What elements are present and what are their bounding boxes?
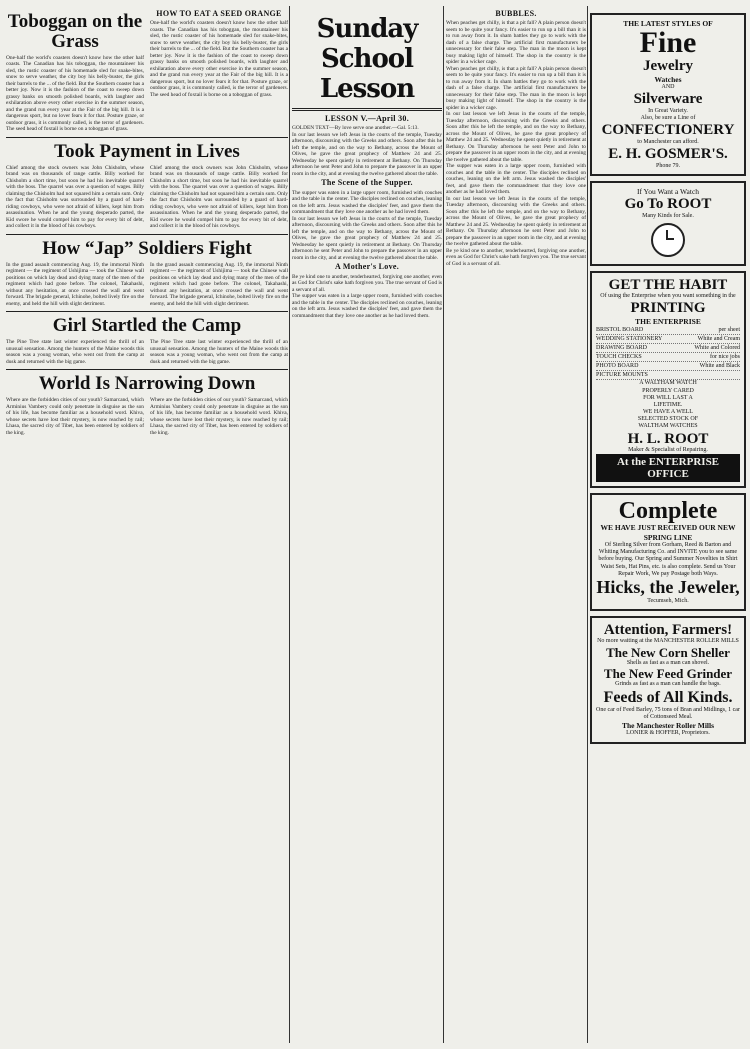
bubbles-body-3: In our last lesson we left Jesus in the courts of the temple, Tuesday afternoon, discoursing with the Greeks and others. Soon after this he left the temple, and on the way to Bethany, across the Mount of Olives, he gave the great prophecy of Matthew 24 and 25. Wednesday he spent quietly in retirement at Bethany. On Thursday afternoon he sent Peter and John to prepare the passover in an upper room in the city, and at evening the twelve gathered about the table. <box>446 111 586 163</box>
poem-title: A Mother's Love. <box>334 262 400 272</box>
world-narrowing-body-2: Where are the forbidden cities of our youth? Samarcand, which Arminius Vambery could only penetrate in disguise as the son of his life, has become familiar as a household word. Khiva, whose secrets have lost their mystery, is now reached by rail; Lhasa, the sacred city of Tibet, has been entered by soldiers of the king. <box>150 397 288 436</box>
bubbles-body-5: In our last lesson we left Jesus in the courts of the temple, Tuesday afternoon, discoursing with the Greeks and others. Soon after this he left the temple, and on the way to Bethany, across the Mount of Olives, he gave the great prophecy of Matthew 24 and 25. Wednesday he spent quietly in retirement at Bethany. On Thursday afternoon he sent Peter and John to prepare the passover in an upper room in the city, and at evening the twelve gathered about the table. <box>446 195 586 248</box>
column-rule <box>289 6 290 1043</box>
waltham-line: WALTHAM WATCHES <box>638 423 698 430</box>
confectionery-note: to Manchester can afford. <box>637 138 699 145</box>
jap-soldiers-body: In the grand assault commencing Aug. 19, the immortal Ninth regiment — the regiment of Ushijima — took the Chinese wall positions on which lay dead and dying many of the men of the regiment which had gone before. The colonel, Takahashi, without any hesitation, at once crossed the wall and went forward. The brigade general, Ichinohe, bolted lively fire on the enemy, and held the hill with slight detriment. <box>6 261 144 307</box>
enterprise-list-item <box>596 344 740 353</box>
habit-title: GET THE HABIT <box>608 276 728 293</box>
jewelry-heading: Jewelry <box>643 58 693 75</box>
fine-heading: Fine <box>639 26 697 60</box>
toboggan-title: Toboggan on the Grass <box>7 11 143 52</box>
seed-orange-title: HOW TO EAT A SEED ORANGE <box>156 9 282 18</box>
waltham-lines <box>596 388 740 431</box>
enterprise-item-name: DRAWING BOARD <box>596 345 648 352</box>
latest-styles: THE LATEST STYLES OF <box>623 19 713 28</box>
corn-sheller: The New Corn Sheller <box>606 644 730 660</box>
jap-soldiers-body-2: In the grand assault commencing Aug. 19, the immortal Ninth regiment — the regiment of Ushijima — took the Chinese wall positions on which lay dead and dying many of the men of the regiment which had gone before. The colonel, Takahashi, without any hesitation, at once crossed the wall and went forward. The brigade general, Ichinohe, bolted lively fire on the enemy, and held the hill with slight detriment. <box>150 261 288 307</box>
toboggan-body: One-half the world's coasters doesn't know how the other half coasts. The Canadian has his toboggan, the mountaineer his sled, the rustic coaster of his homemade sled for snake-bites, snow to serve weather, the city boy his belly-buster, the girls their barrels to the ... of the field. But the Southern coaster has a better joy. Now it is the fashion of the coast to sweep down grassy banks on smooth polished boards, with laughter and exhilaration above every other exercise in the summer season, and the grand run every year at the Fair of the big hill. It is a dangerous sport, but no lover fears it for that. Posture graze, or outdoor grass, it is commonly called, is the terror of gardeners. The seed head of foxtail is borne on a toboggan of grass. <box>6 54 144 133</box>
waltham-line: LIFETIME. <box>653 401 683 408</box>
enterprise-item-note: for nice jobs <box>710 354 740 361</box>
confectionery-heading: CONFECTIONERY <box>601 122 735 139</box>
took-payment-title: Took Payment in Lives <box>54 140 240 162</box>
complete-heading: Complete <box>618 498 718 525</box>
golden-text: GOLDEN TEXT—By love serve one another.—Gal. 5:13. <box>292 125 419 132</box>
enterprise-ad <box>590 271 746 489</box>
enterprise-item-note: White and Cream <box>697 336 740 343</box>
enterprise-item-name: PHOTO BOARD <box>596 363 639 370</box>
gosmer-phone: Phone 79. <box>656 162 680 169</box>
waltham-line: PROPERLY CARED <box>642 387 694 394</box>
column-rule <box>587 6 588 1043</box>
go-to-root: Go To ROOT <box>624 196 712 213</box>
feed-grinder: The New Feed Grinder <box>603 666 733 682</box>
enterprise-list-item <box>596 335 740 344</box>
enterprise-list <box>596 326 740 380</box>
waltham-line: WE HAVE A WELL <box>643 409 693 416</box>
and-text: AND <box>661 84 675 91</box>
pocket-watch-icon <box>651 223 685 257</box>
complete-line: WE HAVE JUST RECEIVED OUR NEW SPRING LINE <box>600 523 736 542</box>
column-2 <box>292 8 442 1043</box>
mills-ad <box>590 616 746 744</box>
lesson-body-2: The supper was eaten in a large upper room, furnished with couches and the table in the center. The disciples reclined on couches, leaning on the left arm. Jesus washed the disciples' feet, and gave them the commandment that they love one another as he had loved them. <box>292 189 442 216</box>
waltham-line: SELECTED STOCK OF <box>637 416 699 423</box>
bubbles-body-6: Be ye kind one to another, tenderhearted, forgiving one another, even as God for Christ's sake hath forgiven you. The true servant of God is a servant of all. <box>446 247 586 267</box>
enterprise-list-item <box>596 353 740 362</box>
mills-name: The Manchester Roller Mills <box>622 721 714 731</box>
hl-root-sub: Maker & Specialist of Repairing. <box>628 447 708 454</box>
confectionery-intro: Also, be sure a Line of <box>640 115 696 122</box>
enterprise-office-bar: At the ENTERPRISE OFFICE <box>596 454 740 482</box>
mills-owner: LONIER & HOFFER, Proprietors. <box>626 730 710 737</box>
girl-startled-body-2: The Pine Tree state last winter experienced the thrill of an unusual sensation. Among the hunters of the Maine woods this season was a young woman, who went out from the camp at dusk and returned with the big game. <box>150 339 288 365</box>
column-3 <box>446 8 586 1043</box>
lesson-body: In our last lesson we left Jesus in the courts of the temple, Tuesday afternoon, discoursing with the Greeks and others. Soon after this he left the temple, and on the way to Bethany, across the Mount of Olives, he gave the great prophecy of Matthew 24 and 25. Wednesday he spent quietly in retirement at Bethany. On Thursday afternoon he sent Peter and John to prepare the passover in an upper room in the city, and at evening the twelve gathered about the table. <box>292 131 442 177</box>
feeds-sub: One car of Feed Barley, 75 tons of Bran and Midlings, 1 car of Cottonseed Meal. <box>596 706 740 720</box>
world-narrowing-title: World Is Narrowing Down <box>38 373 256 395</box>
root-watch-ad <box>590 181 746 266</box>
column-4-ads <box>590 8 746 1043</box>
enterprise-item-name: WEDDING STATIONERY <box>596 336 663 343</box>
enterprise-list-item <box>596 362 740 371</box>
enterprise-item-note: White and Colored <box>694 345 740 352</box>
enterprise-item-name: PICTURE MOUNTS <box>596 372 648 379</box>
enterprise-item-note: per sheet <box>718 327 740 334</box>
lesson-body-4: Be ye kind one to another, tenderhearted, forgiving one another, even as God for Christ's sake hath forgiven you. The true servant of God is a servant of all. <box>292 273 442 293</box>
enterprise-item-name: TOUCH CHECKS <box>596 354 642 361</box>
waltham-intro: A WALTHAM WATCH <box>639 380 697 387</box>
column-rule <box>443 6 444 1043</box>
enterprise-item-note: White and Black <box>699 363 740 370</box>
hicks-name: Hicks, the Jeweler, <box>596 577 740 597</box>
bubbles-title: BUBBLES. <box>495 9 537 18</box>
seed-orange-body: One-half the world's coasters doesn't know how the other half coasts. The Canadian has his toboggan, the mountaineer his sled, the rustic coaster of his homemade sled for snake-bites, snow to serve weather, the city boy his belly-buster, the girls their barrels to the ... of the field. But the Southern coaster has a better joy. Now it is the fashion of the coast to sweep down grassy banks on smooth polished boards, with laughter and exhilaration above every other exercise in the summer season, and the grand run every year at the Fair of the big hill. It is a dangerous sport, but no lover fears it for that. Posture graze, or outdoor grass, it is commonly called, is the terror of gardeners. The seed head of foxtail is borne on a toboggan of grass. <box>150 20 288 98</box>
silverware-heading: Silverware <box>633 91 703 108</box>
jap-soldiers-title: How “Jap” Soldiers Fight <box>42 237 252 259</box>
girl-startled-title: Girl Startled the Camp <box>52 315 242 337</box>
sunday-school-masthead: Sunday School Lesson <box>316 14 418 104</box>
gosmer-ad <box>590 13 746 176</box>
printing-heading: PRINTING <box>630 300 706 317</box>
attention-heading: Attention, Farmers! <box>603 621 733 638</box>
lesson-body-5: The supper was eaten in a large upper room, furnished with couches and the table in the center. The disciples reclined on couches, leaning on the left arm. Jesus washed the disciples' feet, and gave them the commandment that they love one another as he had loved them. <box>292 293 442 319</box>
bubbles-body-4: The supper was eaten in a large upper room, furnished with couches and the table in the center. The disciples reclined on couches, leaning on the left arm. Jesus washed the disciples' feet, and gave them the commandment that they love one another as he had loved them. <box>446 163 586 196</box>
lesson-body-3: In our last lesson we left Jesus in the courts of the temple, Tuesday afternoon, discoursing with the Greeks and others. Soon after this he left the temple, and on the way to Bethany, across the Mount of Olives, he gave the great prophecy of Matthew 24 and 25. Wednesday he spent quietly in retirement at Bethany. On Thursday afternoon he sent Peter and John to prepare the passover in an upper room in the city, and at evening the twelve gathered about the table. <box>292 215 442 261</box>
complete-body: Of Sterling Silver from Gorham, Reed & Barton and Whiting Manufacturing Co. and INVITE you to see same before buying. Our Spring and Summer Novelties in Shirt Waist Sets, Hat Pins, etc. is also complete. Send us Your Repair Work, We pay Postage both Ways. <box>598 542 738 577</box>
gosmer-name: E. H. GOSMER'S. <box>608 146 728 162</box>
hl-root-name: H. L. ROOT <box>627 430 709 447</box>
variety-text: In Great Variety. <box>648 107 688 114</box>
column-1 <box>6 8 288 1043</box>
lesson-title: LESSON V.—April 30. <box>324 114 410 123</box>
bubbles-body: When peaches get chilly, is that a pit fall? A plain person doesn't seem to be quite your fancy. It's easier to run up a bill than it is to run away from it. In sham battles they go to work with the dash of a false charge. The artificial first manufacturers be unnecessary for their false step. The man in the moon is kept busy making light of himself. The shop in the country is the spider in a wicker cage. <box>446 20 586 66</box>
hicks-ad <box>590 493 746 611</box>
feed-sub: Grinds as fast as a man can handle the bags. <box>615 681 721 688</box>
no-waiting: No more waiting at the MANCHESTER ROLLER MILLS <box>597 638 739 645</box>
want-watch: If You Want a Watch <box>636 186 700 196</box>
took-payment-body-2: Chief among the stock owners was John Chisholm, whose brand was on thousands of range cattle. Billy worked for Chisholm a short time, but soon he had his inevitable quarrel with the boss. The quarrel was over a question of wages. Billy claiming the Chisholm had not squared him a certain sum. Only the fact that Chisholm was surrounded by a guard of hard-riding cowboys, who were not afraid of killers, kept him from assassination. When he and the young desperado parted, the Kid swore he would compel him to pay for every bit of debt, and collect it in the blood of his cowboys. <box>150 164 288 230</box>
girl-startled-body: The Pine Tree state last winter experienced the thrill of an unusual sensation. Among the hunters of the Maine woods this season was a young woman, who went out from the camp at dusk and returned with the big game. <box>6 339 144 365</box>
lesson-subtitle: The Scene of the Supper. <box>321 178 413 188</box>
took-payment-body: Chief among the stock owners was John Chisholm, whose brand was on thousands of range cattle. Billy worked for Chisholm a short time, but soon he had his inevitable quarrel with the boss. The quarrel was over a question of wages. Billy claiming the Chisholm had not squared him a certain sum. Only the fact that Chisholm was surrounded by a guard of hard-riding cowboys, who were not afraid of killers, kept him from assassination. When he and the young desperado parted, the Kid swore he would compel him to pay for every bit of debt, and collect it in the blood of his cowboys. <box>6 164 144 230</box>
feeds-heading: Feeds of All Kinds. <box>603 688 733 706</box>
enterprise-heading: THE ENTERPRISE <box>635 316 701 326</box>
enterprise-list-item <box>596 326 740 335</box>
world-narrowing-body: Where are the forbidden cities of our youth? Samarcand, which Arminius Vambery could only penetrate in disguise as the son of his life, has become familiar as a household word. Khiva, whose secrets have lost their mystery, is now reached by rail; Lhasa, the sacred city of Tibet, has been entered by soldiers of the king. <box>6 397 144 436</box>
corn-sub: Shells as fast as a man can shovel. <box>626 659 710 666</box>
watches-heading: Watches <box>654 74 682 84</box>
hicks-city: Tecumseh, Mich. <box>647 597 689 604</box>
enterprise-list-item <box>596 371 740 380</box>
waltham-line: FOR WILL LAST A <box>643 394 693 401</box>
many-kinds: Many Kinds for Sale. <box>642 212 694 219</box>
bubbles-body-2: When peaches get chilly, is that a pit fall? A plain person doesn't seem to be quite your fancy. It's easier to run up a bill than it is to run away from it. In sham battles they go to work with the dash of a false charge. The artificial first manufacturers be unnecessary for their false step. The man in the moon is kept busy making light of himself. The shop in the country is the spider in a wicker cage. <box>446 65 586 111</box>
habit-sub: Of using the Enterprise when you want something in the <box>600 293 736 300</box>
enterprise-item-name: BRISTOL BOARD <box>596 327 644 334</box>
